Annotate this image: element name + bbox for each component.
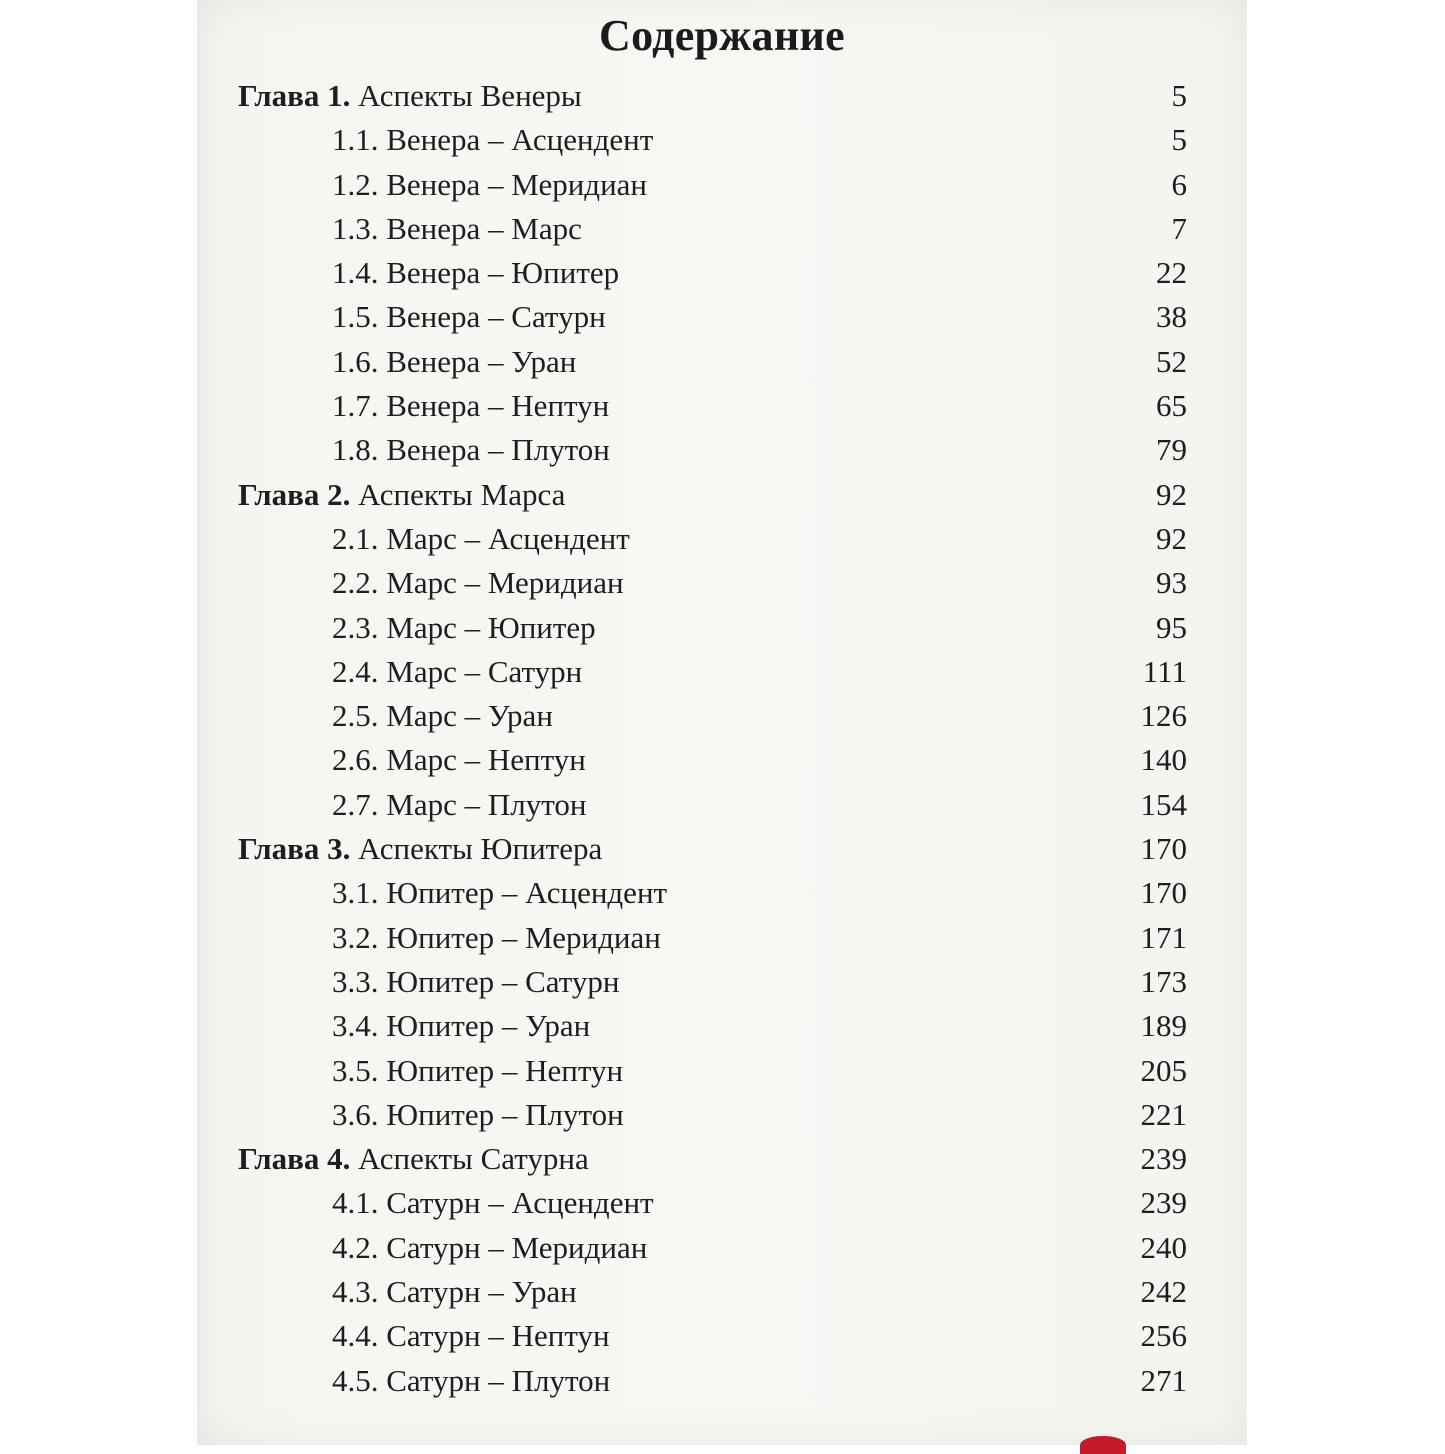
section-title: 3.2. Юпитер – Меридиан <box>332 919 661 955</box>
toc-section-row <box>197 783 1247 827</box>
toc-section-row <box>197 916 1247 960</box>
toc-section-row <box>197 340 1247 384</box>
section-title: 1.7. Венера – Нептун <box>332 388 610 424</box>
toc-chapter-row <box>197 1137 1247 1181</box>
page-number: 239 <box>1140 1141 1187 1177</box>
chapter-number: Глава 3. <box>238 831 351 867</box>
page-number: 6 <box>1171 166 1187 202</box>
page-number: 140 <box>1140 742 1187 778</box>
section-title: 3.1. Юпитер – Асцендент <box>332 875 668 911</box>
chapter-number: Глава 1. <box>238 78 351 113</box>
page-number: 92 <box>1156 476 1187 512</box>
page-number: 154 <box>1140 786 1187 822</box>
chapter-title <box>238 473 565 517</box>
page-number: 111 <box>1142 653 1187 689</box>
page-number: 205 <box>1140 1052 1187 1088</box>
toc-section-row <box>197 118 1247 162</box>
toc-section-row <box>197 163 1247 207</box>
toc-chapter-row <box>197 74 1247 118</box>
chapter-number: Глава 4. <box>238 1141 351 1177</box>
section-title: 1.4. Венера – Юпитер <box>332 255 620 291</box>
toc-section-row <box>197 428 1247 472</box>
section-title: 4.3. Сатурн – Уран <box>332 1274 577 1310</box>
toc-chapter-row <box>197 827 1247 871</box>
page-number: 5 <box>1171 122 1187 158</box>
toc-section-row <box>197 1359 1247 1403</box>
section-title: 2.7. Марс – Плутон <box>332 786 587 822</box>
toc-section-row <box>197 1049 1247 1093</box>
section-title: 2.6. Марс – Нептун <box>332 742 586 778</box>
page-number: 221 <box>1140 1096 1187 1132</box>
section-title: 1.6. Венера – Уран <box>332 343 577 379</box>
page-number: 171 <box>1140 919 1187 955</box>
red-bookmark-mark <box>1080 1436 1126 1454</box>
page-title: Содержание <box>599 11 845 60</box>
chapter-title <box>238 1137 589 1181</box>
chapter-name: Аспекты Марса <box>358 476 566 512</box>
toc-section-row <box>197 1093 1247 1137</box>
section-title: 4.2. Сатурн – Меридиан <box>332 1229 648 1265</box>
section-title: 3.3. Юпитер – Сатурн <box>332 963 620 999</box>
toc-section-row <box>197 384 1247 428</box>
section-title: 2.1. Марс – Асцендент <box>332 520 630 556</box>
page-number: 93 <box>1156 565 1187 601</box>
chapter-name: Аспекты Венеры <box>358 78 582 113</box>
page-number: 173 <box>1140 963 1187 999</box>
page-number: 65 <box>1156 388 1187 424</box>
section-title: 1.5. Венера – Сатурн <box>332 299 606 335</box>
toc-section-row <box>197 960 1247 1004</box>
section-title: 4.4. Сатурн – Нептун <box>332 1318 610 1354</box>
section-title: 2.5. Марс – Уран <box>332 698 553 734</box>
page-number: 271 <box>1140 1362 1187 1398</box>
chapter-name: Аспекты Юпитера <box>358 831 603 867</box>
page-number: 189 <box>1140 1008 1187 1044</box>
toc-section-row <box>197 738 1247 782</box>
section-title: 2.2. Марс – Меридиан <box>332 565 624 601</box>
toc-section-row <box>197 606 1247 650</box>
section-title: 3.4. Юпитер – Уран <box>332 1008 591 1044</box>
page-number: 170 <box>1140 875 1187 911</box>
page-number: 95 <box>1156 609 1187 645</box>
page-number: 38 <box>1156 299 1187 335</box>
section-title: 1.1. Венера – Асцендент <box>332 122 654 158</box>
page-number: 7 <box>1171 210 1187 246</box>
toc-section-row <box>197 650 1247 694</box>
toc-section-row <box>197 251 1247 295</box>
page-number: 239 <box>1140 1185 1187 1221</box>
page-number: 240 <box>1140 1229 1187 1265</box>
toc-section-row <box>197 694 1247 738</box>
section-title: 1.3. Венера – Марс <box>332 210 582 246</box>
section-title: 3.6. Юпитер – Плутон <box>332 1096 624 1132</box>
page-number: 170 <box>1140 831 1187 867</box>
toc-chapter-row <box>197 473 1247 517</box>
toc-section-row <box>197 1226 1247 1270</box>
table-of-contents <box>197 74 1247 1403</box>
chapter-title <box>238 74 582 118</box>
section-title: 4.1. Сатурн – Асцендент <box>332 1185 654 1221</box>
book-page <box>197 0 1247 1445</box>
toc-section-row <box>197 517 1247 561</box>
section-title: 2.3. Марс – Юпитер <box>332 609 596 645</box>
page-number: 242 <box>1140 1274 1187 1310</box>
section-title: 2.4. Марс – Сатурн <box>332 653 583 689</box>
toc-section-row <box>197 295 1247 339</box>
chapter-number: Глава 2. <box>238 476 351 512</box>
toc-section-row <box>197 1181 1247 1225</box>
page-number: 5 <box>1171 78 1187 113</box>
page-number: 256 <box>1140 1318 1187 1354</box>
page-number: 92 <box>1156 520 1187 556</box>
toc-section-row <box>197 1270 1247 1314</box>
page-number: 126 <box>1140 698 1187 734</box>
toc-section-row <box>197 207 1247 251</box>
section-title: 3.5. Юпитер – Нептун <box>332 1052 624 1088</box>
section-title: 1.2. Венера – Меридиан <box>332 166 648 202</box>
toc-section-row <box>197 1004 1247 1048</box>
chapter-title <box>238 827 602 871</box>
toc-section-row <box>197 561 1247 605</box>
page-number: 52 <box>1156 343 1187 379</box>
chapter-name: Аспекты Сатурна <box>358 1141 589 1177</box>
toc-section-row <box>197 871 1247 915</box>
section-title: 1.8. Венера – Плутон <box>332 432 610 468</box>
page-number: 22 <box>1156 255 1187 291</box>
toc-section-row <box>197 1314 1247 1358</box>
page-number: 79 <box>1156 432 1187 468</box>
section-title: 4.5. Сатурн – Плутон <box>332 1362 611 1398</box>
